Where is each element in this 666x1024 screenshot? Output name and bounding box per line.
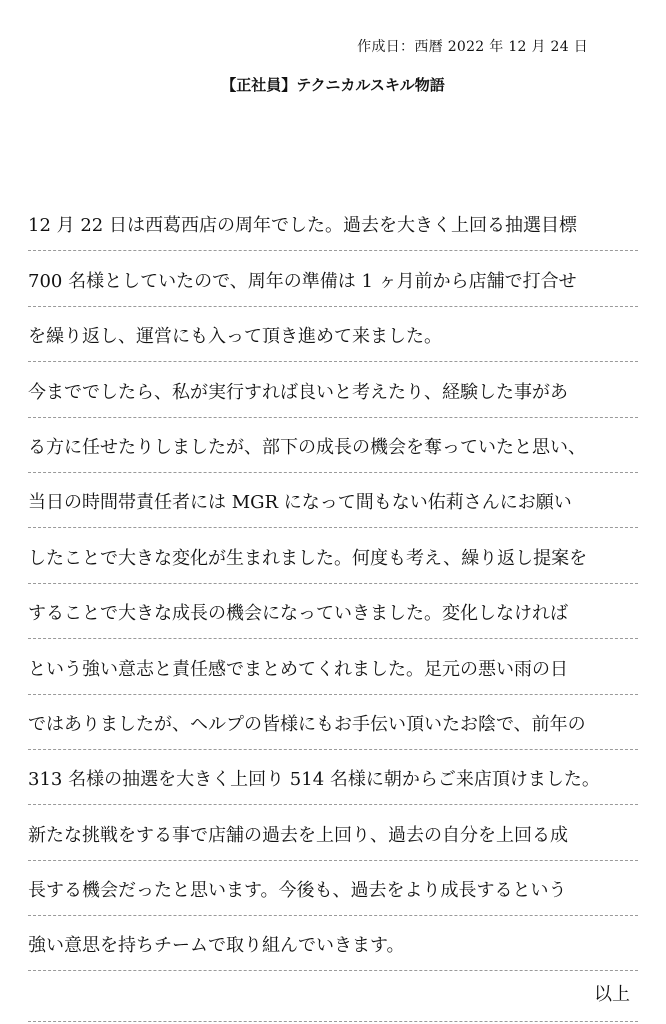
text-line-content: 今まででしたら、私が実行すれば良いと考えたり、経験した事があ (28, 381, 568, 403)
text-line (28, 251, 638, 306)
text-line (28, 196, 638, 251)
text-line-content: することで大きな成長の機会になっていきました。変化しなければ (28, 603, 568, 625)
text-line-content: 長する機会だったと思います。今後も、過去をより成長するという (28, 880, 567, 902)
text-line-content: したことで大きな変化が生まれました。何度も考え、繰り返し提案を (28, 547, 588, 569)
text-line-content: ではありましたが、ヘルプの皆様にもお手伝い頂いたお陰で、前年の (28, 713, 586, 735)
text-line-content: 700 名様としていたので、周年の準備は 1 ヶ月前から店舗で打合せ (28, 270, 577, 292)
text-line-content: る方に任せたりしましたが、部下の成長の機会を奪っていたと思い、 (28, 436, 586, 458)
text-line (28, 916, 638, 971)
text-line (28, 584, 638, 639)
text-line (28, 307, 638, 362)
text-line (28, 695, 638, 750)
closing-line (28, 970, 638, 1022)
text-line-content: 強い意思を持ちチームで取り組んでいきます。 (28, 935, 405, 957)
text-line-content: 313 名様の抽選を大きく上回り 514 名様に朝からご来店頂けました。 (28, 769, 600, 791)
text-line-content: 当日の時間帯責任者には MGR になって間もない佑莉さんにお願い (28, 492, 572, 514)
body-text (28, 196, 638, 971)
text-line (28, 418, 638, 473)
text-line-content: を繰り返し、運営にも入って頂き進めて来ました。 (28, 326, 442, 348)
text-line (28, 805, 638, 860)
text-line (28, 639, 638, 694)
text-line (28, 861, 638, 916)
closing-text: 以上 (594, 984, 630, 1005)
text-line (28, 362, 638, 417)
created-date: 作成日：西暦 2022 年 12 月 24 日 (357, 39, 588, 55)
text-line (28, 750, 638, 805)
text-line-content: 12 月 22 日は西葛西店の周年でした。過去を大きく上回る抽選目標 (28, 215, 577, 237)
text-line (28, 473, 638, 528)
text-line-content: という強い意志と責任感でまとめてくれました。足元の悪い雨の日 (28, 658, 568, 680)
text-line-content: 新たな挑戦をする事で店舗の過去を上回り、過去の自分を上回る成 (28, 824, 568, 846)
text-line (28, 528, 638, 583)
document-title: 【正社員】テクニカルスキル物語 (221, 76, 445, 94)
